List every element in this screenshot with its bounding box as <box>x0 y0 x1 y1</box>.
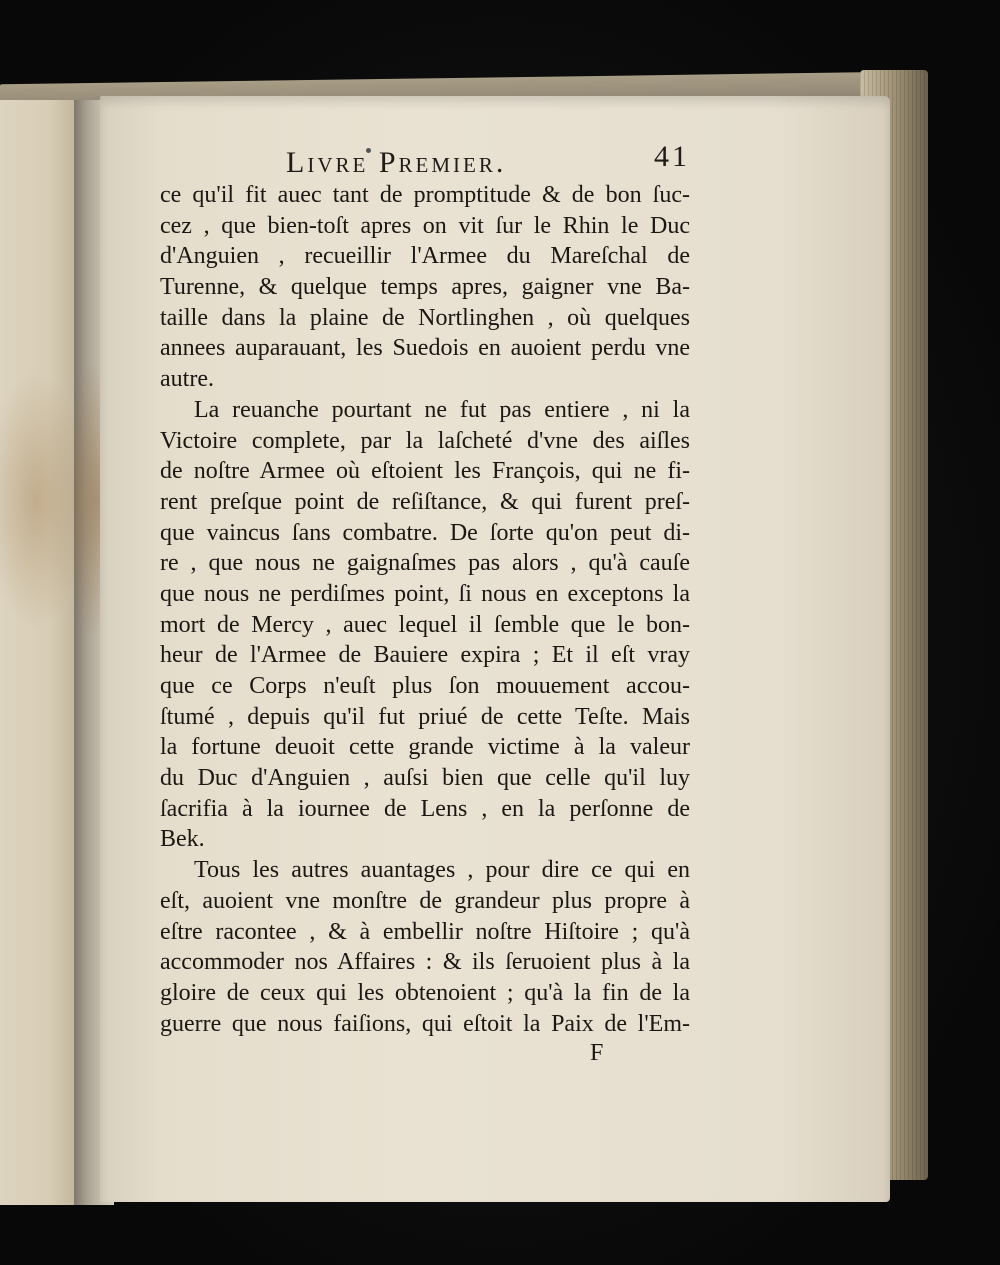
text-line: La reuanche pourtant ne fut pas entiere , ni la <box>194 396 690 423</box>
text-line: du Duc d'Anguien , auſsi bien que celle qu'il luy <box>160 765 690 792</box>
text-line: guerre que nous faiſions, qui eſtoit la Paix de l'Em- <box>160 1010 690 1037</box>
text-line: Tous les autres auantages , pour dire ce qui en <box>194 857 690 884</box>
text-line: eſt, auoient vne monſtre de grandeur plus propre à <box>160 887 690 914</box>
running-head <box>186 140 690 184</box>
text-line: accommoder nos Affaires : & ils ſeruoient plus à la <box>160 949 690 976</box>
text-line: eſtre racontee , & à embellir noſtre Hiſtoire ; qu'à <box>160 918 690 945</box>
text-line: d'Anguien , recueillir l'Armee du Mareſchal de <box>160 243 690 270</box>
text-line: que vaincus ſans combatre. De ſorte qu'on peut di- <box>160 519 690 546</box>
text-line: Turenne, & quelque temps apres, gaigner vne Ba- <box>160 274 690 301</box>
text-line: la fortune deuoit cette grande victime à la valeur <box>160 734 690 761</box>
text-line: rent preſque point de reſiſtance, & qui furent preſ- <box>160 488 690 515</box>
text-line: ſacrifia à la iournee de Lens , en la perſonne de <box>160 795 690 822</box>
text-line: que ce Corps n'euſt plus ſon mouuement accou- <box>160 673 690 699</box>
text-line: autre. <box>160 366 214 393</box>
left-page-edge <box>0 100 80 1205</box>
text-line: ſtumé , depuis qu'il fut priué de cette Teſte. Mais <box>160 703 690 730</box>
text-line: Victoire complete, par la laſcheté d'vne des aiſles <box>160 427 690 454</box>
text-line: taille dans la plaine de Nortlinghen , où quelques <box>160 304 690 331</box>
text-line: heur de l'Armee de Bauiere expira ; Et il eſt vray <box>160 642 690 669</box>
text-line: cez , que bien-toſt apres on vit ſur le Rhin le Duc <box>160 212 690 239</box>
text-line: gloire de ceux qui les obtenoient ; qu'à la fin de la <box>160 979 690 1006</box>
body-text <box>160 180 690 1039</box>
page-number: 41 <box>654 140 690 173</box>
text-line: Bek. <box>160 826 205 853</box>
text-line: ce qu'il fit auec tant de promptitude & de bon ſuc- <box>160 182 690 208</box>
text-line: que nous ne perdiſmes point, ſi nous en exceptons la <box>160 580 690 607</box>
text-line: annees auparauant, les Suedois en auoient perdu vne <box>160 335 690 362</box>
signature-mark: F <box>590 1040 604 1066</box>
text-line: de noſtre Armee où eſtoient les François, qui ne fi- <box>160 458 690 485</box>
text-line: re , que nous ne gaignaſmes pas alors , qu'à cauſe <box>160 550 690 577</box>
text-line: mort de Mercy , auec lequel il ſemble que le bon- <box>160 611 690 638</box>
running-title: Livre Premier. <box>286 146 507 179</box>
